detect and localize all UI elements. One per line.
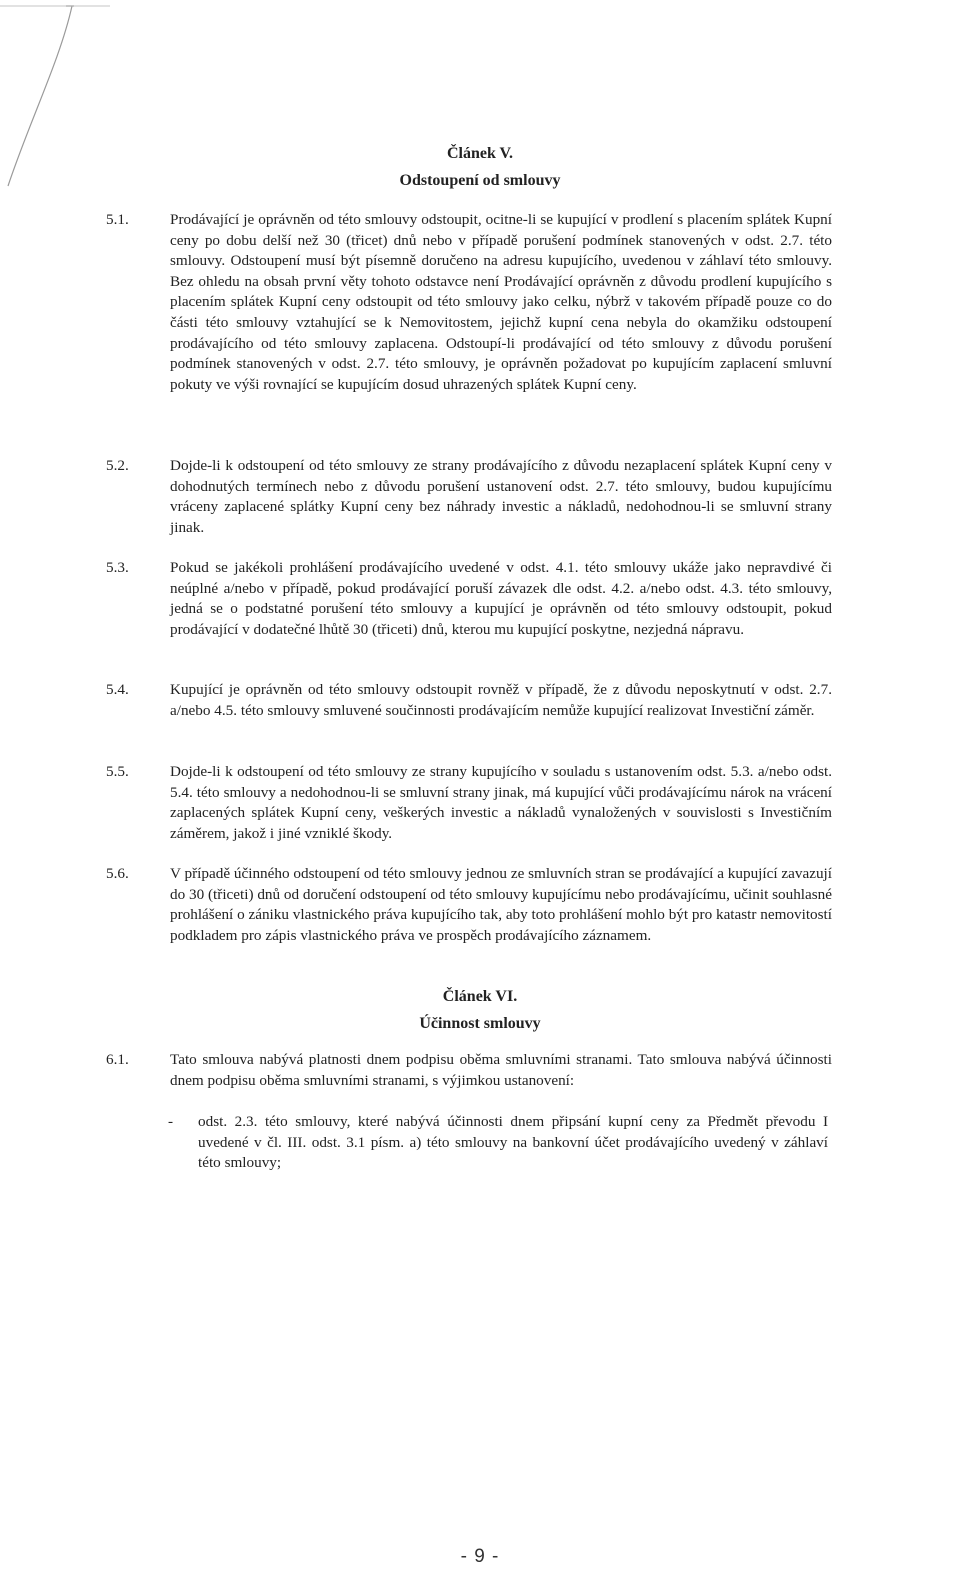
clause-text: Pokud se jakékoli prohlášení prodávajícího uvedené v odst. 4.1. této smlouvy ukáže jako nepravdivé či neúplné a/nebo v případě, pokud prodávající poruší závazek dle odst. 4.2. a/nebo odst. 4.3. této smlouvy, jedná se o podstatné porušení této smlouvy a kupující je oprávněn od této smlouvy odstoupit, pokud prodávající v dodatečné lhůtě 30 (třiceti) dnů, kterou mu kupující poskytne, nezjedná nápravu. (170, 559, 832, 638)
clause-text: Dojde-li k odstoupení od této smlouvy ze strany prodávajícího z důvodu nezaplacení splátek Kupní ceny v dohodnutých termínech nebo z důvodu porušení ustanovení odst. 2.7. této smlouvy, budou kupujícímu vráceny zaplacené splátky Kupní ceny bez náhrady investic a nákladů, nedohodnou-li se smluvní strany jinak. (170, 457, 832, 536)
clause-6-1 (106, 1050, 832, 1091)
clause-number: 5.5. (106, 763, 129, 780)
clause-5-4 (106, 680, 832, 721)
clause-number: 6.1. (106, 1051, 129, 1068)
article-6-subtitle: Účinnost smlouvy (419, 1015, 541, 1032)
article-6-title: Článek VI. (442, 988, 518, 1005)
clause-text: Kupující je oprávněn od této smlouvy odstoupit rovněž v případě, že z důvodu neposkytnutí v odst. 2.7. a/nebo 4.5. této smlouvy smluvené součinnosti prodávajícím nemůže kupující realizovat Investiční záměr. (170, 681, 832, 719)
clause-number: 5.2. (106, 457, 129, 474)
clause-5-5 (106, 762, 832, 844)
clause-text: V případě účinného odstoupení od této smlouvy jednou ze smluvních stran se prodávající a kupující zavazují do 30 (třiceti) dnů od doručení odstoupení od této smlouvy kupujícímu nebo prodávajícímu, učinit souhlasné prohlášení o zániku vlastnického práva kupujícího tak, aby toto prohlášení mohlo být pro katastr nemovitostí podkladem pro zápis vlastnického práva ve prospěch prodávajícího záznamem. (170, 865, 832, 944)
clause-5-2 (106, 456, 832, 538)
clause-number: 5.4. (106, 681, 129, 698)
list-item-text: odst. 2.3. této smlouvy, které nabývá účinnosti dnem připsání kupní ceny za Předmět převodu I uvedené v čl. III. odst. 3.1 písm. a) této smlouvy na bankovní účet prodávajícího uvedený v záhlaví této smlouvy; (198, 1113, 828, 1172)
clause-text: Tato smlouva nabývá platnosti dnem podpisu oběma smluvními stranami. Tato smlouva nabývá účinnosti dnem podpisu oběma smluvními stranami, s výjimkou ustanovení: (170, 1051, 832, 1089)
list-dash: - (168, 1113, 174, 1130)
article-5-subtitle: Odstoupení od smlouvy (399, 172, 561, 189)
clause-5-1 (106, 210, 832, 395)
article-5-title: Článek V. (446, 145, 514, 162)
page-number: - 9 - (460, 1546, 500, 1567)
clause-5-3 (106, 558, 832, 640)
clause-5-6 (106, 864, 832, 946)
clause-text: Prodávající je oprávněn od této smlouvy odstoupit, ocitne-li se kupující v prodlení s placením splátek Kupní ceny po dobu delší než 30 (třicet) dnů nebo v případě porušení podmínek stanovených v odst. 2.7. této smlouvy. Odstoupení musí být písemně doručeno na adresu kupujícího, uvedenou v záhlaví této smlouvy. Bez ohledu na obsah první věty tohoto odstavce není Prodávající oprávněn z důvodu prodlení kupujícího s placením splátek Kupní ceny odstoupit od této smlouvy jako celku, nýbrž v takovém případě pouze co do části této smlouvy vztahující se k Nemovitostem, jejichž kupní cena nebyla do okamžiku odstoupení prodávajícího od této smlouvy zaplacena. Odstoupí-li prodávající od této smlouvy z důvodu porušení podmínek stanovených v odst. 2.7. této smlouvy, je oprávněn požadovat po kupujícím zaplacení smluvní pokuty ve výši rovnající se kupujícím dosud uhrazených splátek Kupní ceny. (170, 211, 832, 393)
clause-number: 5.6. (106, 865, 129, 882)
clause-text: Dojde-li k odstoupení od této smlouvy ze strany kupujícího v souladu s ustanovením odst. 5.3. a/nebo odst. 5.4. této smlouvy a nedohodnou-li se smluvní strany jinak, má kupující vůči prodávajícímu nárok na vrácení zaplacených splátek Kupní ceny, veškerých investic a nákladů vynaložených v souvislosti s Investičním záměrem, jakož i jiné vzniklé škody. (170, 763, 832, 842)
clause-number: 5.3. (106, 559, 129, 576)
exception-list-item (168, 1112, 828, 1174)
article-6-heading (0, 983, 960, 1037)
article-5-heading (0, 140, 960, 194)
clause-number: 5.1. (106, 211, 129, 228)
